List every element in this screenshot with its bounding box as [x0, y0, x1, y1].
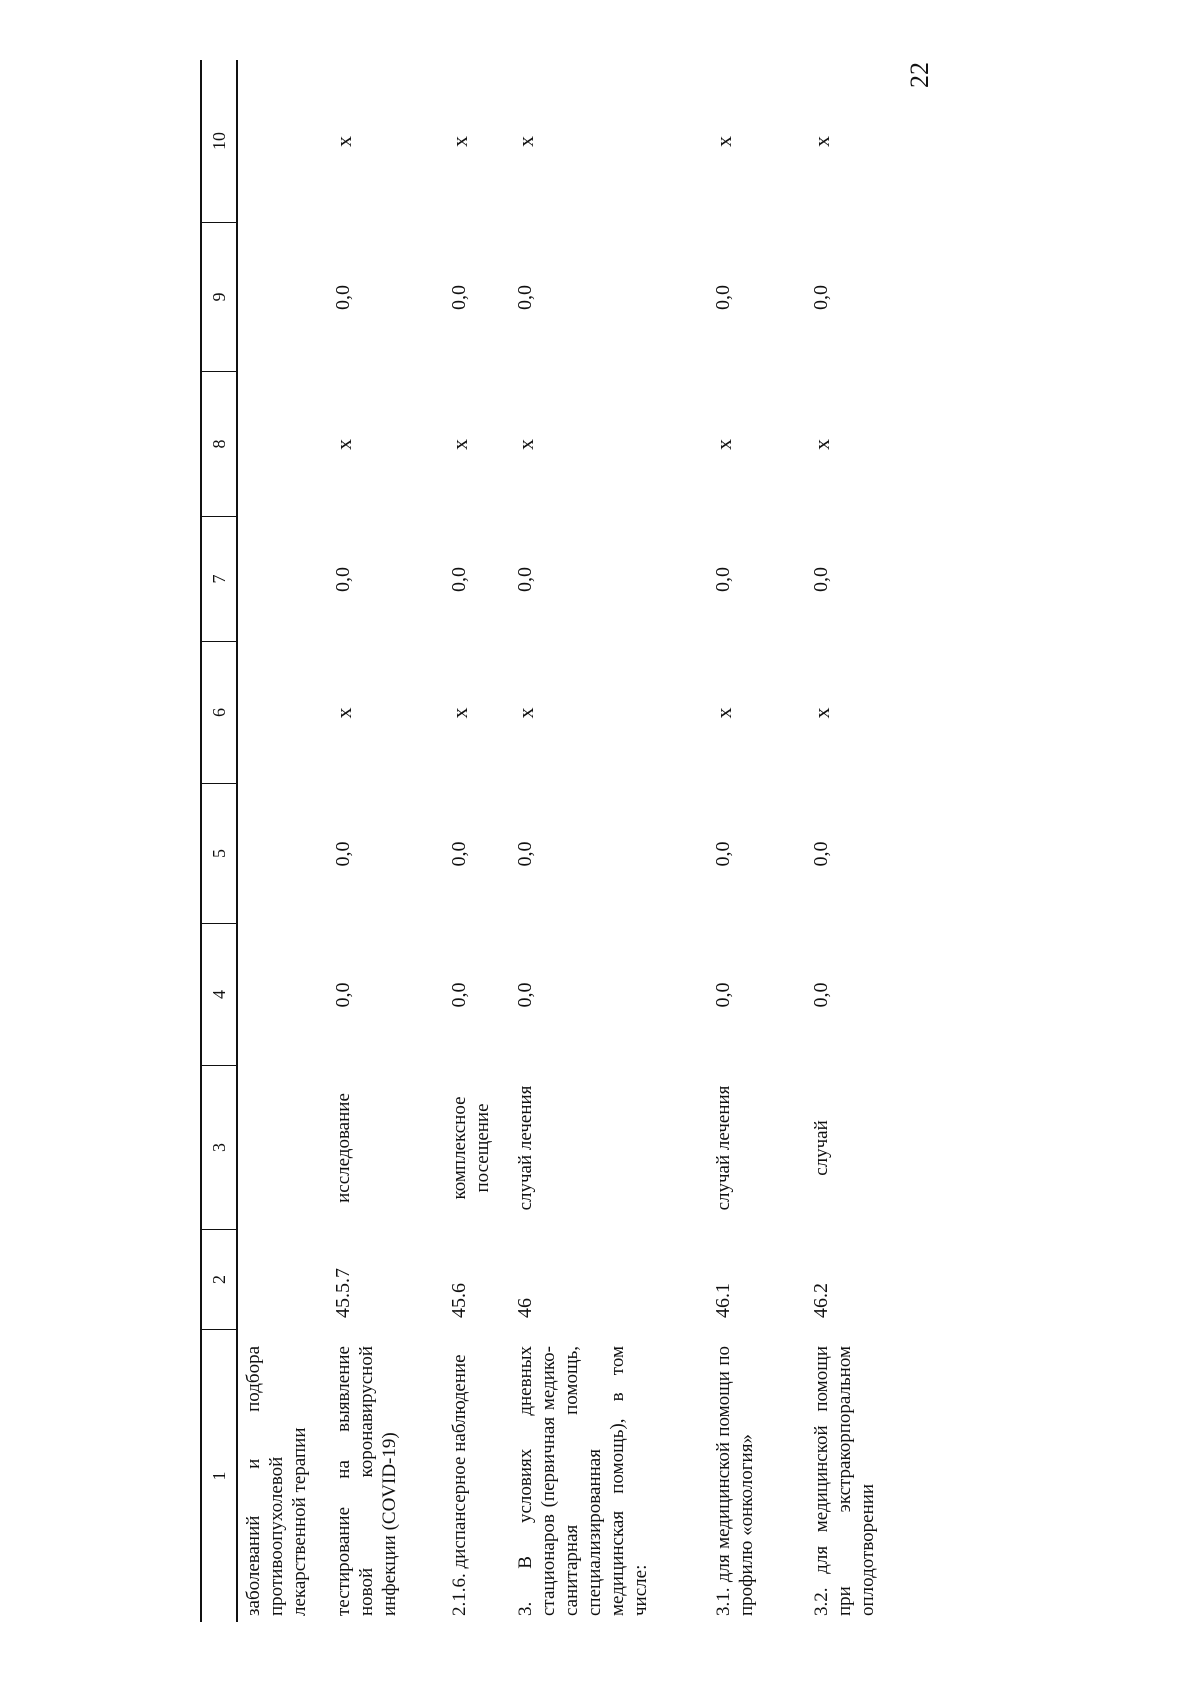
table-row-1-col-2: 45.5.7: [332, 1268, 354, 1318]
table-row-1-col-8: x: [331, 439, 356, 450]
table-row-3-col-2: 46: [514, 1298, 536, 1318]
table-row-1-col-9: 0,0: [332, 285, 354, 310]
table-row-2-col-6: x: [447, 707, 472, 719]
header-col-1: 1: [209, 1471, 229, 1481]
table-row-5-col-2: 46.2: [810, 1283, 832, 1318]
table-row-2-col-3: комплексное посещение: [449, 1096, 493, 1200]
table-row-1-col-5: 0,0: [332, 841, 354, 867]
header-col-8: 8: [202, 372, 236, 517]
table-row-3-col-1: 3. В условиях дневных стационаров (первичная медико-санитарная помощь, специализированная медицинская помощь), в том числе:: [515, 1346, 651, 1616]
table-row-5-col-3: случай: [811, 1120, 832, 1176]
table-row-2-col-2: 45.6: [448, 1283, 470, 1318]
header-col-7: 7: [202, 517, 236, 642]
table-row-5-col-5: 0,0: [810, 841, 832, 867]
table-row-3-col-7: 0,0: [514, 567, 536, 592]
table-row-1-col-7: 0,0: [332, 567, 354, 592]
table-row-2-col-1: 2.1.6. диспансерное наблюдение: [449, 1354, 470, 1616]
table-row-3-col-6: x: [513, 707, 538, 719]
header-col-2: 2: [202, 1230, 236, 1330]
table-row-1-col-3: исследование: [333, 1093, 354, 1203]
table-row-0-col-1: заболеваний и подбора противоопухолевой лекарственной терапии: [243, 1346, 310, 1616]
table-row-4-col-6: x: [711, 707, 736, 719]
table-row-2-col-4: 0,0: [448, 982, 470, 1008]
table-row-4-col-2: 46.1: [712, 1283, 734, 1318]
table-row-2-col-7: 0,0: [448, 567, 470, 592]
table-row-3-col-4: 0,0: [514, 982, 536, 1008]
table-row-4-col-10: x: [711, 136, 736, 147]
table-row-5-col-10: x: [809, 136, 834, 147]
table-header-row: [200, 60, 238, 1622]
table-row-2-col-10: x: [447, 136, 472, 147]
table-row-4-col-4: 0,0: [712, 982, 734, 1008]
table-row-4-col-7: 0,0: [712, 567, 734, 592]
table-row-1-col-6: x: [331, 707, 356, 719]
table-row-2-col-9: 0,0: [448, 285, 470, 310]
table-row-3-col-3: случай лечения: [515, 1085, 536, 1211]
table-row-2-col-5: 0,0: [448, 841, 470, 867]
header-col-9: 9: [202, 223, 236, 372]
table-row-4-col-8: x: [711, 439, 736, 450]
table-row-1-col-1: тестирование на выявление новой коронавирусной инфекции (COVID-19): [333, 1346, 400, 1616]
header-col-3: 3: [202, 1066, 236, 1230]
table-row-1-col-4: 0,0: [332, 982, 354, 1008]
header-col-10: 10: [202, 60, 236, 223]
header-col-4: 4: [202, 924, 236, 1066]
table-row-4-col-9: 0,0: [712, 285, 734, 310]
header-col-6: 6: [202, 642, 236, 784]
table-row-5-col-8: x: [809, 439, 834, 450]
table-row-3-col-5: 0,0: [514, 841, 536, 867]
rotated-table: [200, 60, 970, 1622]
table-row-5-col-6: x: [809, 707, 834, 719]
header-col-5: 5: [202, 784, 236, 924]
table-row-2-col-8: x: [447, 439, 472, 450]
table-row-5-col-4: 0,0: [810, 982, 832, 1008]
table-row-5-col-7: 0,0: [810, 567, 832, 592]
table-row-3-col-10: x: [513, 136, 538, 147]
table-row-1-col-10: x: [331, 136, 356, 147]
table-row-4-col-5: 0,0: [712, 841, 734, 867]
page-number: 22: [905, 62, 934, 88]
table-row-3-col-8: x: [513, 439, 538, 450]
table-row-4-col-1: 3.1. для медицинской помощи по профилю «онкология»: [713, 1346, 757, 1616]
table-row-5-col-1: 3.2. для медицинской помощи при экстракорпоральном оплодотворении: [811, 1346, 878, 1616]
table-row-4-col-3: случай лечения: [713, 1085, 734, 1211]
table-row-5-col-9: 0,0: [810, 285, 832, 310]
table-row-3-col-9: 0,0: [514, 285, 536, 310]
